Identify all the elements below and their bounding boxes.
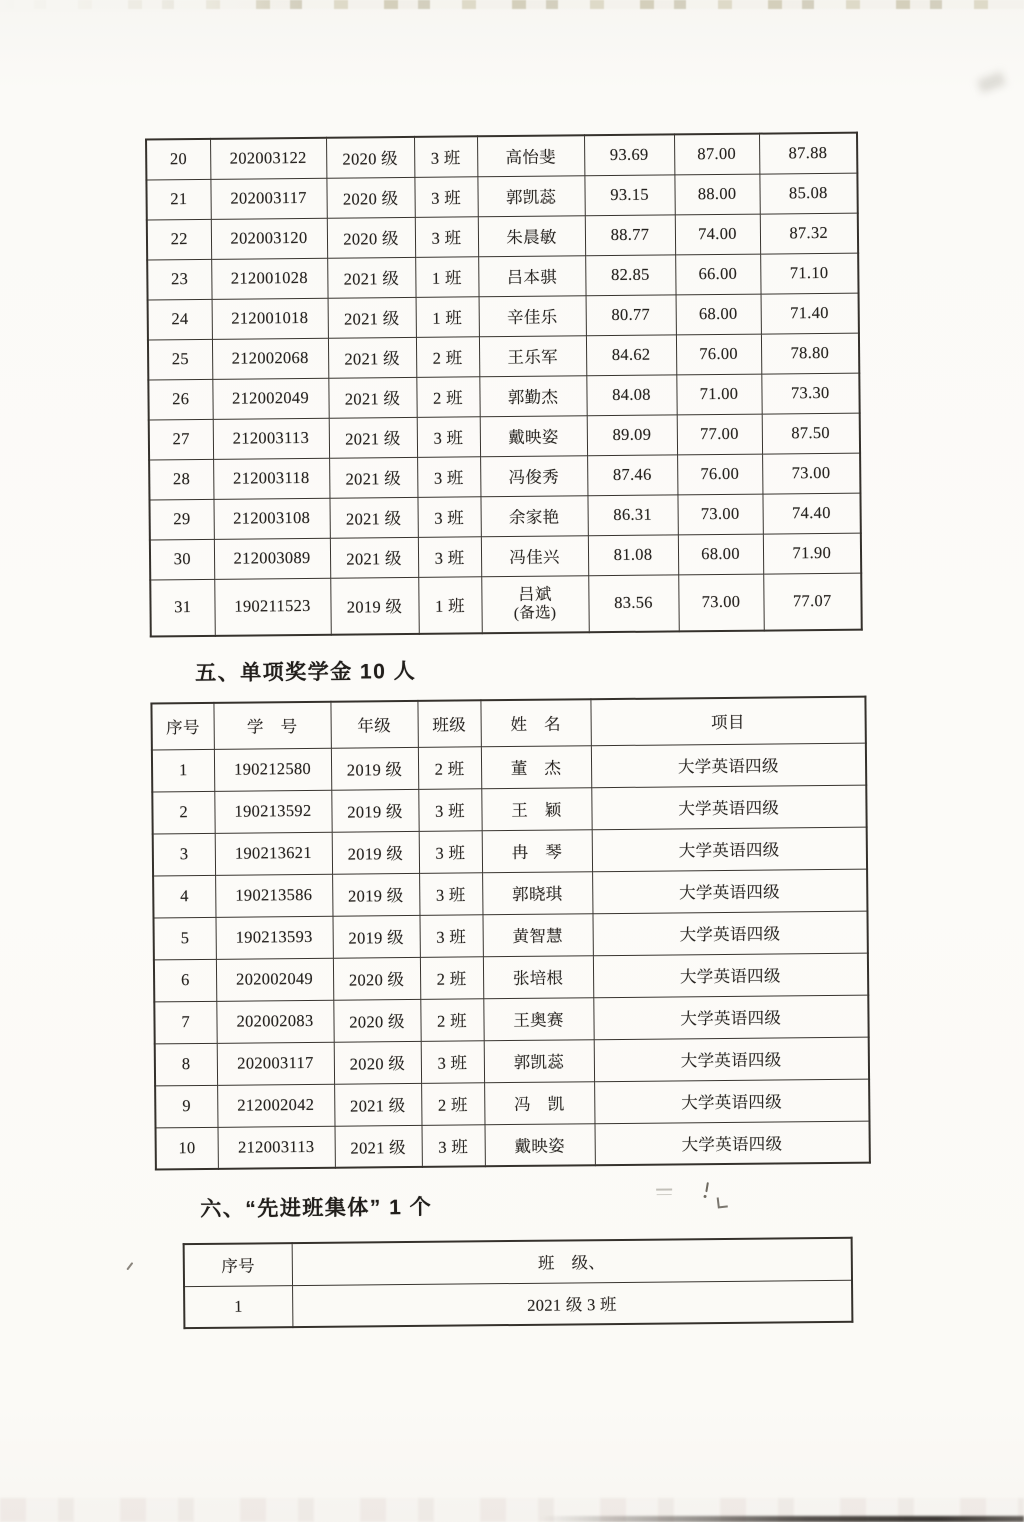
table-row <box>147 213 858 260</box>
cell-student-id: 212001028 <box>211 258 327 299</box>
cell-no: 28 <box>149 459 213 500</box>
cell-score3: 71.40 <box>761 293 859 334</box>
cell-score2: 68.00 <box>678 534 763 575</box>
cell-student-id: 190213586 <box>215 874 332 917</box>
cell-name: 郭勤杰 <box>479 375 586 416</box>
header-grade: 年级 <box>330 701 417 748</box>
cell-score1: 87.46 <box>587 454 677 495</box>
cell-grade: 2021 级 <box>334 1083 421 1126</box>
cell-grade: 2020 级 <box>333 999 420 1042</box>
cell-project: 大学英语四级 <box>594 1079 869 1124</box>
cell-name: 王乐军 <box>479 335 586 376</box>
cell-score1: 93.15 <box>584 174 674 215</box>
cell-grade: 2019 级 <box>332 831 419 874</box>
cell-grade: 2020 级 <box>327 217 415 258</box>
table-header-row <box>151 697 865 750</box>
scholarship-table-continued <box>145 132 863 638</box>
cell-grade: 2020 级 <box>326 137 414 178</box>
table-row <box>149 453 860 500</box>
cell-class: 3 班 <box>419 914 482 957</box>
cell-score3: 77.07 <box>763 573 862 631</box>
cell-no: 30 <box>150 539 214 580</box>
cell-class: 3 班 <box>421 1040 484 1083</box>
cell-grade: 2020 级 <box>326 177 414 218</box>
section5-title: 五、单项奖学金 10 人 <box>195 659 417 686</box>
cell-score3: 78.80 <box>761 333 859 374</box>
cell-score3: 74.40 <box>762 493 860 534</box>
table-row <box>150 533 861 580</box>
cell-score2: 73.00 <box>678 574 764 632</box>
cell-grade: 2021 级 <box>329 497 417 538</box>
cell-student-id: 212002049 <box>212 378 328 419</box>
cell-score1: 80.77 <box>586 294 676 335</box>
cell-name: 郭凯蕊 <box>484 1039 594 1082</box>
cell-score1: 84.62 <box>586 334 676 375</box>
individual-scholarship-table <box>150 696 870 1171</box>
table-row <box>153 911 867 960</box>
cell-score3: 73.30 <box>761 373 859 414</box>
cell-score2: 74.00 <box>675 214 760 255</box>
table-row <box>154 995 868 1044</box>
cell-grade: 2021 级 <box>329 417 417 458</box>
cell-score2: 87.00 <box>674 134 759 175</box>
name-line2: (备选) <box>513 604 557 622</box>
cell-grade: 2021 级 <box>335 1125 422 1168</box>
cell-student-id: 202003120 <box>211 218 327 259</box>
cell-name: 辛佳乐 <box>479 295 586 336</box>
scan-artifact-bottom-smudge <box>540 1516 1024 1522</box>
cell-class: 3 班 <box>417 456 480 497</box>
cell-project: 大学英语四级 <box>594 1121 869 1166</box>
cell-no: 31 <box>150 579 215 637</box>
table-row <box>147 253 858 300</box>
header-no: 序号 <box>184 1243 292 1286</box>
cell-grade: 2021 级 <box>330 537 418 578</box>
cell-name: 冉 琴 <box>482 829 592 872</box>
cell-name: 张培根 <box>483 955 593 998</box>
cell-no: 22 <box>147 219 211 260</box>
cell-grade: 2019 级 <box>331 747 418 790</box>
cell-no: 5 <box>153 917 215 960</box>
cell-grade: 2021 级 <box>328 337 416 378</box>
cell-student-id: 190213621 <box>215 832 332 875</box>
table-row <box>154 953 868 1002</box>
cell-class: 3 班 <box>414 176 477 217</box>
cell-no: 10 <box>156 1127 218 1170</box>
cell-no: 21 <box>146 179 210 220</box>
table-row <box>148 373 859 420</box>
table-header-row <box>184 1238 852 1286</box>
cell-project: 大学英语四级 <box>593 995 868 1040</box>
pencil-mark <box>656 1188 672 1190</box>
cell-grade: 2019 级 <box>331 789 418 832</box>
cell-score2: 76.00 <box>677 454 762 495</box>
cell-class: 3 班 <box>418 536 481 577</box>
cell-no: 23 <box>147 259 211 300</box>
cell-name: 冯佳兴 <box>481 535 588 576</box>
cell-grade: 2019 级 <box>332 915 419 958</box>
cell-name <box>481 575 589 633</box>
cell-no: 1 <box>152 749 214 792</box>
pencil-mark <box>717 1196 728 1208</box>
cell-class: 3 班 <box>419 830 482 873</box>
header-class: 班级 <box>417 700 480 747</box>
cell-project: 大学英语四级 <box>591 785 866 830</box>
cell-class: 3 班 <box>415 216 478 257</box>
cell-student-id: 212003118 <box>213 458 329 499</box>
cell-project: 大学英语四级 <box>592 869 867 914</box>
cell-score1: 86.31 <box>587 494 677 535</box>
cell-grade: 2021 级 <box>328 377 416 418</box>
cell-class: 2 班 <box>416 336 479 377</box>
cell-class: 2 班 <box>420 956 483 999</box>
cell-no: 6 <box>154 959 216 1002</box>
cell-student-id: 212001018 <box>212 298 328 339</box>
cell-score1: 84.08 <box>586 374 676 415</box>
table-row <box>150 573 862 637</box>
cell-class: 2 班 <box>416 376 479 417</box>
pencil-mark <box>126 1262 133 1270</box>
cell-class: 2 班 <box>418 746 481 789</box>
cell-student-id: 190211523 <box>214 578 331 636</box>
cell-no: 4 <box>153 875 215 918</box>
name-line1: 吕斌 <box>518 584 552 604</box>
table-row <box>155 1037 869 1086</box>
cell-score2: 66.00 <box>675 254 760 295</box>
table-row <box>184 1280 852 1328</box>
cell-no: 25 <box>148 339 212 380</box>
cell-project: 大学英语四级 <box>593 953 868 998</box>
cell-score2: 68.00 <box>676 294 761 335</box>
cell-score2: 76.00 <box>676 334 761 375</box>
cell-class: 1 班 <box>415 256 478 297</box>
cell-score1: 83.56 <box>588 574 679 632</box>
scan-smudge <box>977 71 1006 93</box>
cell-class: 3 班 <box>421 1124 484 1167</box>
cell-name: 郭晓琪 <box>482 871 592 914</box>
cell-student-id: 202002083 <box>216 1000 333 1043</box>
cell-no: 27 <box>149 419 213 460</box>
table-row <box>155 1079 869 1128</box>
cell-class: 3 班 <box>418 788 481 831</box>
advanced-class-table <box>183 1237 854 1329</box>
cell-class: 1 班 <box>416 296 479 337</box>
cell-score3: 71.90 <box>763 533 861 574</box>
cell-name: 朱晨敏 <box>478 215 585 256</box>
cell-no: 3 <box>153 833 215 876</box>
cell-student-id: 212003089 <box>214 538 330 579</box>
header-class: 班 级、 <box>292 1238 852 1285</box>
cell-grade: 2021 级 <box>328 297 416 338</box>
table-row <box>149 413 860 460</box>
table-row <box>153 827 867 876</box>
cell-name: 余家艳 <box>480 495 587 536</box>
cell-grade: 2019 级 <box>332 873 419 916</box>
cell-name: 冯 凯 <box>484 1081 594 1124</box>
section6-title: 六、“先进班集体” 1 个 <box>200 1195 433 1222</box>
cell-score3: 71.10 <box>760 253 858 294</box>
cell-project: 大学英语四级 <box>592 827 867 872</box>
cell-name: 董 杰 <box>481 745 591 788</box>
cell-name: 黄智慧 <box>482 913 592 956</box>
cell-student-id: 212002042 <box>217 1084 334 1127</box>
cell-class: 3 班 <box>414 136 477 177</box>
table-row <box>152 743 866 792</box>
cell-student-id: 190212580 <box>214 748 331 791</box>
cell-score2: 71.00 <box>676 374 761 415</box>
cell-student-id: 202003117 <box>210 178 326 219</box>
cell-no: 1 <box>184 1285 292 1328</box>
cell-grade: 2021 级 <box>327 257 415 298</box>
cell-grade: 2021 级 <box>329 457 417 498</box>
cell-class: 3 班 <box>419 872 482 915</box>
cell-no: 26 <box>148 379 212 420</box>
cell-project: 大学英语四级 <box>592 911 867 956</box>
cell-name: 王 颖 <box>481 787 591 830</box>
table-row <box>148 333 859 380</box>
table-row <box>146 173 857 220</box>
cell-score1: 82.85 <box>585 254 675 295</box>
cell-grade: 2020 级 <box>333 957 420 1000</box>
cell-no: 24 <box>148 299 212 340</box>
cell-class: 2021 级 3 班 <box>292 1280 852 1327</box>
cell-no: 8 <box>155 1043 217 1086</box>
cell-score1: 93.69 <box>584 134 674 175</box>
table-row <box>153 869 867 918</box>
cell-name: 吕本骐 <box>478 255 585 296</box>
cell-project: 大学英语四级 <box>594 1037 869 1082</box>
cell-score1: 89.09 <box>587 414 677 455</box>
cell-name: 郭凯蕊 <box>477 175 584 216</box>
cell-class: 2 班 <box>421 1082 484 1125</box>
cell-class: 2 班 <box>420 998 483 1041</box>
cell-no: 9 <box>155 1085 217 1128</box>
cell-score1: 81.08 <box>588 534 678 575</box>
cell-grade: 2019 级 <box>330 577 419 635</box>
cell-student-id: 190213593 <box>215 916 332 959</box>
cell-score3: 73.00 <box>762 453 860 494</box>
table-row <box>148 293 859 340</box>
cell-score3: 87.88 <box>759 133 857 174</box>
header-no: 序号 <box>151 703 213 750</box>
cell-no: 2 <box>152 791 214 834</box>
cell-score1: 88.77 <box>585 214 675 255</box>
cell-score3: 85.08 <box>759 173 857 214</box>
cell-name: 戴映姿 <box>484 1123 594 1166</box>
cell-class: 3 班 <box>417 416 480 457</box>
cell-no: 20 <box>146 139 210 180</box>
cell-name: 高怡斐 <box>477 135 584 176</box>
cell-score3: 87.50 <box>762 413 860 454</box>
cell-class: 3 班 <box>417 496 480 537</box>
cell-score3: 87.32 <box>760 213 858 254</box>
cell-score2: 73.00 <box>677 494 762 535</box>
pencil-mark <box>705 1182 709 1192</box>
table-row <box>156 1121 870 1170</box>
cell-student-id: 190213592 <box>214 790 331 833</box>
cell-class: 1 班 <box>418 576 482 634</box>
cell-student-id: 202003122 <box>210 138 326 179</box>
cell-name: 冯俊秀 <box>480 455 587 496</box>
header-project: 项目 <box>590 697 865 746</box>
header-name: 姓 名 <box>480 699 590 746</box>
cell-score2: 88.00 <box>674 174 759 215</box>
table-row <box>146 133 857 180</box>
cell-no: 29 <box>149 499 213 540</box>
cell-no: 7 <box>154 1001 216 1044</box>
table-row <box>149 493 860 540</box>
cell-student-id: 202003117 <box>217 1042 334 1085</box>
cell-student-id: 202002049 <box>216 958 333 1001</box>
cell-score2: 77.00 <box>677 414 762 455</box>
header-student-id: 学 号 <box>213 702 330 749</box>
cell-project: 大学英语四级 <box>591 743 866 788</box>
cell-name: 戴映姿 <box>480 415 587 456</box>
cell-grade: 2020 级 <box>334 1041 421 1084</box>
table-row <box>152 785 866 834</box>
cell-student-id: 212003113 <box>213 418 329 459</box>
cell-student-id: 212003108 <box>213 498 329 539</box>
cell-student-id: 212003113 <box>218 1126 335 1169</box>
cell-name: 王奥赛 <box>483 997 593 1040</box>
cell-student-id: 212002068 <box>212 338 328 379</box>
